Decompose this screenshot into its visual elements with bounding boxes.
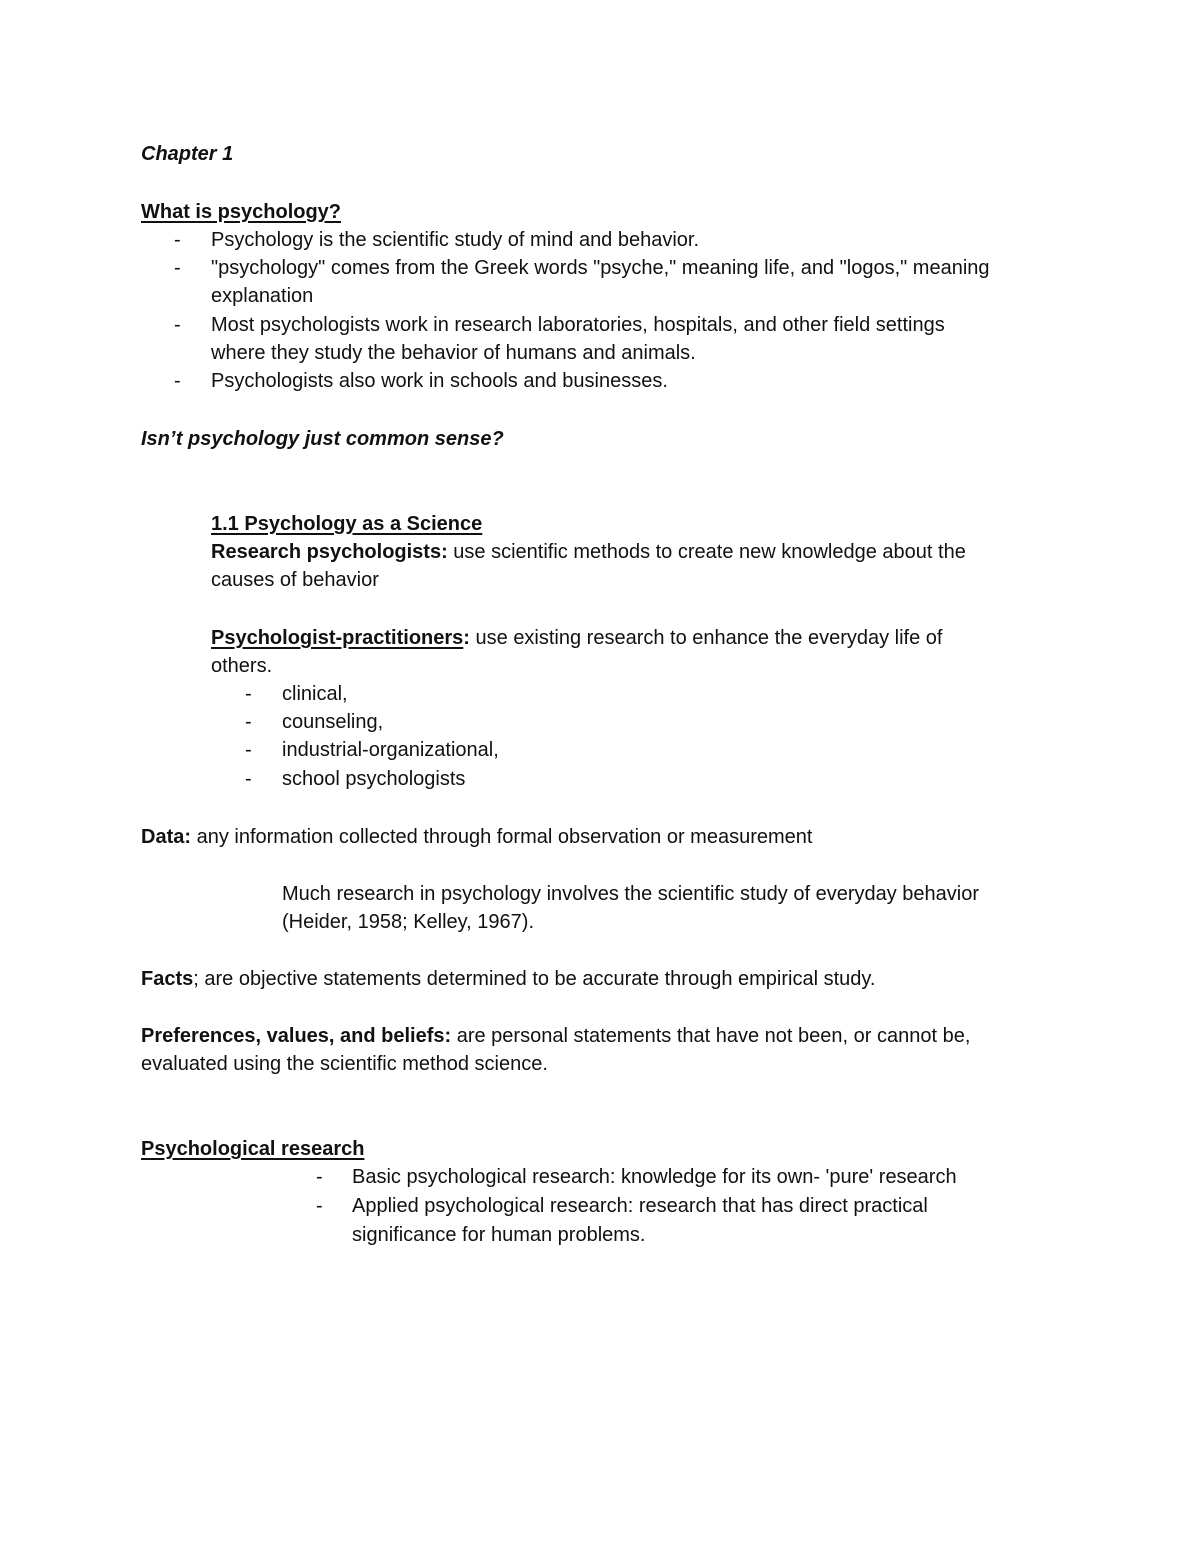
bullet-dash: - — [245, 739, 252, 761]
psychologist-practitioners-definition — [211, 624, 942, 652]
definition-continuation: others. — [211, 655, 273, 677]
list-item: "psychology" comes from the Greek words "psyche," meaning life, and "logos," meaning — [211, 257, 990, 279]
facts-definition — [141, 965, 875, 993]
term-colon: : — [463, 627, 470, 649]
bullet-dash: - — [245, 711, 252, 733]
list-item-continuation: where they study the behavior of humans and animals. — [211, 342, 696, 364]
quote-line: Much research in psychology involves the scientific study of everyday behavior — [282, 883, 980, 905]
list-item: Most psychologists work in research laboratories, hospitals, and other field settings — [211, 314, 945, 336]
section-heading-psychological-research: Psychological research — [141, 1138, 365, 1160]
list-item: Basic psychological research: knowledge for its own- 'pure' research — [352, 1166, 957, 1188]
term-facts: Facts — [141, 968, 194, 990]
preferences-definition — [141, 1022, 970, 1050]
term-data: Data: — [141, 826, 192, 848]
definition-continuation: causes of behavior — [211, 569, 379, 591]
term-psychologist-practitioners: Psychologist-practitioners — [211, 627, 464, 649]
term-research-psychologists: Research psychologists: — [211, 541, 448, 563]
term-preferences: Preferences, values, and beliefs: — [141, 1025, 452, 1047]
list-item: Applied psychological research: research that has direct practical — [352, 1195, 928, 1217]
bullet-dash: - — [174, 229, 181, 251]
definition-text: are personal statements that have not been, or cannot be, — [451, 1025, 971, 1047]
bullet-dash: - — [174, 257, 181, 279]
definition-continuation: evaluated using the scientific method science. — [141, 1053, 548, 1075]
bullet-dash: - — [316, 1195, 323, 1217]
bullet-dash: - — [316, 1166, 323, 1188]
chapter-title: Chapter 1 — [141, 143, 234, 165]
list-item: industrial-organizational, — [282, 739, 499, 761]
definition-text: ; are objective statements determined to be accurate through empirical study. — [193, 968, 876, 990]
bullet-dash: - — [174, 314, 181, 336]
list-item-continuation: explanation — [211, 285, 314, 307]
research-psychologists-definition — [211, 538, 966, 566]
list-item: Psychology is the scientific study of mind and behavior. — [211, 229, 700, 251]
list-item: school psychologists — [282, 768, 466, 790]
bullet-dash: - — [174, 370, 181, 392]
list-item-continuation: significance for human problems. — [352, 1224, 646, 1246]
definition-text: any information collected through formal observation or measurement — [191, 826, 813, 848]
common-sense-question: Isn’t psychology just common sense? — [141, 428, 504, 450]
list-item: counseling, — [282, 711, 384, 733]
bullet-dash: - — [245, 768, 252, 790]
list-item: clinical, — [282, 683, 348, 705]
list-item: Psychologists also work in schools and businesses. — [211, 370, 668, 392]
data-definition — [141, 823, 812, 851]
section-heading-psychology-as-science: 1.1 Psychology as a Science — [211, 513, 483, 535]
definition-text: use existing research to enhance the everyday life of — [469, 627, 943, 649]
quote-citation: (Heider, 1958; Kelley, 1967). — [282, 911, 535, 933]
section-heading-what-is-psychology: What is psychology? — [141, 201, 342, 223]
definition-text: use scientific methods to create new knowledge about the — [447, 541, 966, 563]
bullet-dash: - — [245, 683, 252, 705]
